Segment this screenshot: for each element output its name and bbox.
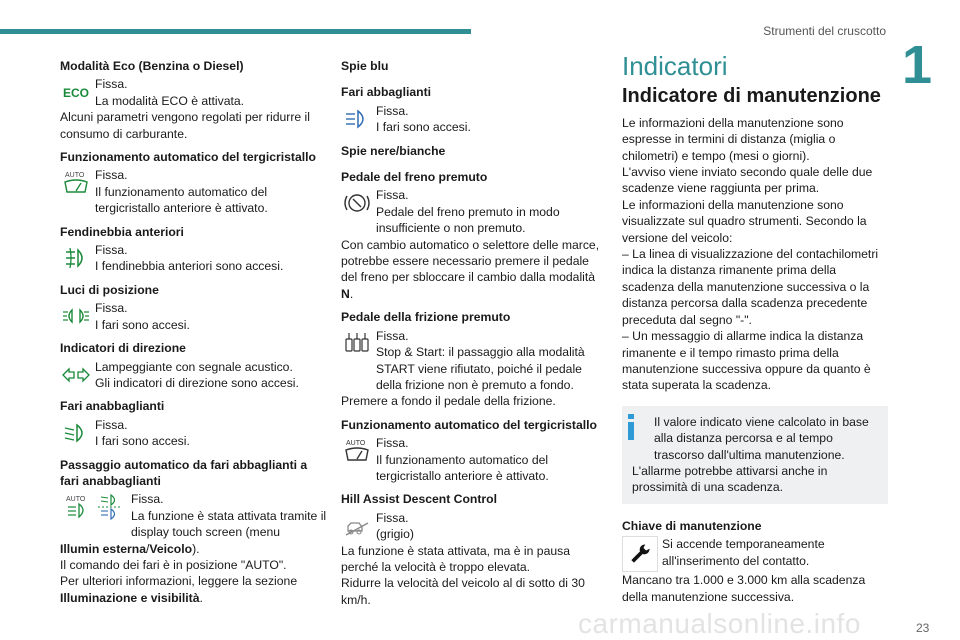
section-title: Strumenti del cruscotto	[763, 24, 886, 38]
clutch-entry	[341, 309, 603, 409]
side-lights-desc: I fari sono accesi.	[95, 317, 190, 332]
auto-wiper-icon	[60, 167, 92, 199]
maintenance-p3: Le informazioni della manutenzione sono visualizzate sul quadro strumenti. Secondo la versione del veicolo:	[622, 197, 867, 245]
auto-wiper-2-heading: Funzionamento automatico del tergicristallo	[341, 417, 597, 432]
hill-descent-extra-2: Ridurre la velocità del veicolo al di sotto di 30 km/h.	[341, 576, 585, 607]
brake-pedal-extra-bold: N	[341, 286, 350, 301]
auto-wiper-status: Fissa.	[95, 168, 128, 183]
dipped-entry	[60, 398, 328, 449]
brake-pedal-heading: Pedale del freno premuto	[341, 170, 488, 185]
main-beam-entry	[341, 84, 603, 135]
auto-beam-line-3	[60, 573, 328, 606]
dipped-status: Fissa.	[95, 417, 128, 432]
indicators-desc: Gli indicatori di direzione sono accesi.	[95, 375, 299, 390]
column-2	[341, 58, 603, 615]
turn-signal-icon	[60, 359, 92, 391]
auto-beam-line-3-bold: Illuminazione e visibilità	[60, 590, 200, 605]
column-3	[622, 51, 888, 612]
auto-wiper-2-desc: Il funzionamento automatico del tergicristallo anteriore è attivato.	[376, 452, 549, 483]
dipped-beam-icon	[60, 417, 92, 449]
info-text-1: Il valore indicato viene calcolato in base alla distanza percorsa e al tempo trascorso dall'ultima manutenzione.	[654, 414, 869, 462]
hill-descent-entry	[341, 491, 603, 608]
hill-descent-status: Fissa.	[376, 510, 409, 525]
auto-beam-line-3-text: Per ulteriori informazioni, leggere la sezione	[60, 574, 298, 589]
auto-beam-desc: La funzione è stata attivata tramite il display touch screen (menu	[131, 508, 327, 540]
eco-extra: Alcuni parametri vengono regolati per ridurre il consumo di carburante.	[60, 110, 310, 141]
front-fog-desc: I fendinebbia anteriori sono accesi.	[95, 259, 284, 274]
auto-wiper-entry	[60, 149, 328, 217]
auto-beam-entry	[60, 457, 328, 607]
auto-beam-icon	[60, 491, 128, 523]
auto-wiper-2-status: Fissa.	[376, 436, 409, 451]
main-beam-heading: Fari abbaglianti	[341, 85, 432, 100]
auto-beam-desc-end: ).	[192, 541, 200, 556]
eco-status: Fissa.	[95, 77, 128, 92]
blue-lamps-heading: Spie blu	[341, 59, 389, 73]
wrench-extra: Mancano tra 1.000 e 3.000 km alla scadenza della manutenzione successiva.	[622, 573, 866, 604]
maintenance-indicator-heading: Indicatore di manutenzione	[622, 85, 881, 108]
page-number: 23	[916, 621, 930, 635]
hill-descent-icon	[341, 510, 373, 542]
auto-beam-heading: Passaggio automatico da fari abbaglianti a fari anabbaglianti	[60, 457, 308, 488]
auto-wiper-heading: Funzionamento automatico del tergicristallo	[60, 150, 316, 165]
hill-descent-extra-1: La funzione è stata attivata, ma è in pausa perché la velocità è troppo elevata.	[341, 543, 571, 574]
wrench-entry	[622, 518, 888, 605]
auto-wiper-desc: Il funzionamento automatico del tergicristallo anteriore è attivato.	[95, 184, 268, 216]
brake-pedal-status: Fissa.	[376, 188, 409, 203]
side-lights-icon	[60, 300, 92, 332]
column-1	[60, 58, 328, 613]
page-title: Indicatori	[622, 51, 728, 81]
info-text-2: L'allarme potrebbe attivarsi anche in prossimità di una scadenza.	[632, 463, 828, 495]
clutch-heading: Pedale della frizione premuto	[341, 310, 511, 325]
clutch-desc: Stop & Start: il passaggio alla modalità START viene rifiutato, poiché il pedale della frizione non è premuto a fondo.	[376, 345, 585, 392]
auto-wiper-icon	[341, 435, 373, 467]
main-beam-icon	[341, 103, 373, 135]
svg-text:AUTO: AUTO	[65, 172, 85, 180]
brake-pedal-desc: Pedale del freno premuto in modo insufficiente o non premuto.	[376, 204, 560, 236]
indicators-status: Lampeggiante con segnale acustico.	[95, 359, 293, 374]
brake-pedal-entry	[341, 169, 603, 302]
front-fog-icon	[60, 242, 92, 274]
brake-pedal-extra	[341, 237, 603, 303]
eco-icon	[60, 76, 92, 108]
dipped-heading: Fari anabbaglianti	[60, 399, 165, 414]
watermark: carmanualsonline.info	[578, 608, 861, 639]
maintenance-p2: L'avviso viene inviato secondo quale delle due scadenze viene raggiunta per prima.	[622, 165, 873, 196]
svg-text:AUTO: AUTO	[346, 440, 366, 448]
side-lights-status: Fissa.	[95, 301, 128, 316]
auto-beam-text	[60, 541, 328, 557]
main-beam-desc: I fari sono accesi.	[376, 120, 471, 135]
side-lights-entry	[60, 282, 328, 333]
auto-beam-menu-1: Illumin esterna	[60, 541, 147, 556]
svg-text:ECO: ECO	[63, 86, 90, 101]
wrench-heading: Chiave di manutenzione	[622, 518, 762, 533]
front-fog-heading: Fendinebbia anteriori	[60, 224, 184, 239]
clutch-extra: Premere a fondo il pedale della frizione.	[341, 394, 556, 409]
side-lights-heading: Luci di posizione	[60, 282, 159, 297]
auto-beam-status: Fissa.	[131, 492, 164, 507]
dipped-desc: I fari sono accesi.	[95, 434, 190, 449]
maintenance-p4: – La linea di visualizzazione del contachilometri indica la distanza rimanente prima della scadenza della manutenzione successiva o la distanza percorsa dalla scadenza precedente preceduta dal segno "-".	[622, 247, 879, 327]
svg-text:AUTO: AUTO	[66, 496, 86, 504]
brake-pedal-icon	[341, 187, 373, 219]
auto-beam-menu-2: Veicolo	[149, 541, 193, 556]
auto-beam-menu-sep: /	[146, 541, 150, 556]
maintenance-p1: Le informazioni della manutenzione sono espresse in termini di distanza (miglia o chilometri) e tempo (mesi o giorni).	[622, 115, 844, 163]
clutch-status: Fissa.	[376, 328, 409, 343]
eco-desc: La modalità ECO è attivata.	[95, 93, 245, 108]
info-icon	[626, 414, 636, 440]
auto-beam-line-3-end: .	[199, 590, 203, 605]
main-beam-status: Fissa.	[376, 103, 409, 118]
hill-descent-heading: Hill Assist Descent Control	[341, 492, 497, 507]
brake-pedal-extra-end: .	[349, 286, 354, 301]
auto-beam-line-2: Il comando dei fari è in posizione "AUTO".	[60, 557, 287, 572]
clutch-pedal-icon	[341, 328, 373, 360]
chapter-number: 1	[902, 35, 933, 95]
maintenance-p5: – Un messaggio di allarme indica la distanza rimanente e il tempo rimasto prima della manutenzione successiva oppure da quanto è stata superata la scadenza.	[622, 329, 871, 393]
wrench-desc: Si accende temporaneamente all'inserimento del contatto.	[662, 537, 825, 568]
header-accent-bar	[0, 29, 471, 34]
auto-wiper-2-entry	[341, 417, 603, 485]
front-fog-entry	[60, 224, 328, 275]
eco-heading: Modalità Eco (Benzina o Diesel)	[60, 59, 244, 73]
hill-descent-desc: (grigio)	[376, 527, 414, 542]
eco-entry	[60, 58, 328, 142]
wrench-icon	[622, 536, 658, 572]
indicators-heading: Indicatori di direzione	[60, 341, 186, 356]
front-fog-status: Fissa.	[95, 243, 128, 258]
brake-pedal-extra-text: Con cambio automatico o selettore delle marce, potrebbe essere necessario premere il pedale del freno per sbloccare il cambio dalla modalità	[341, 237, 600, 285]
black-white-lamps-heading: Spie nere/bianche	[341, 143, 446, 158]
info-box	[622, 406, 888, 504]
indicators-entry	[60, 340, 328, 391]
